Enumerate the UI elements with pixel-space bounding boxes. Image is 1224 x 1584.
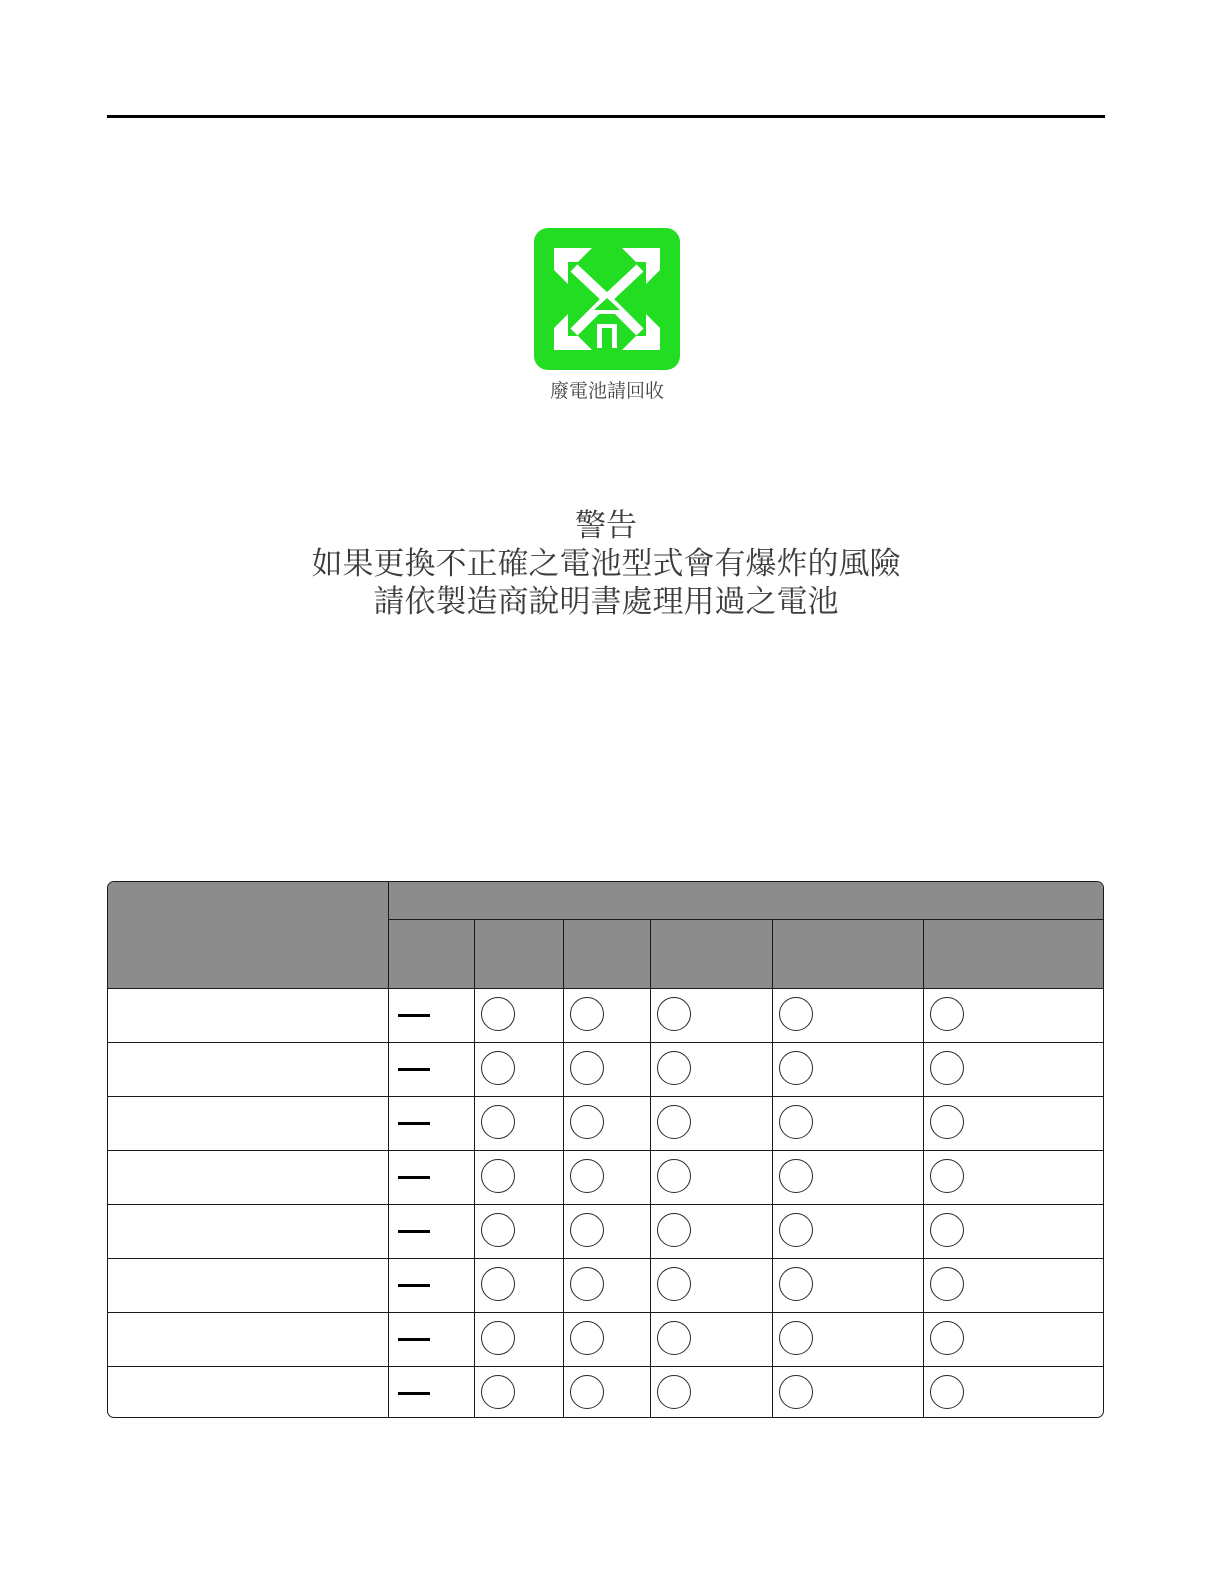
dash-mark-icon — [398, 1392, 430, 1395]
circle-mark-icon — [657, 997, 691, 1031]
circle-mark-icon — [930, 1105, 964, 1139]
circle-mark-icon — [930, 1267, 964, 1301]
dash-mark-icon — [398, 1122, 430, 1125]
substance-cell — [923, 1150, 1104, 1204]
part-name-cell — [108, 1150, 388, 1204]
substance-cell — [650, 1204, 772, 1258]
substance-header-4 — [650, 919, 772, 988]
circle-mark-icon — [930, 1159, 964, 1193]
dash-mark-icon — [398, 1068, 430, 1071]
circle-mark-icon — [657, 1105, 691, 1139]
circle-mark-icon — [481, 1213, 515, 1247]
part-name-cell — [108, 1366, 388, 1418]
substance-header-1 — [388, 919, 474, 988]
substance-cell — [474, 1258, 563, 1312]
circle-mark-icon — [481, 1375, 515, 1409]
substance-cell — [923, 1204, 1104, 1258]
table-row — [108, 1204, 1104, 1258]
table-row — [108, 1312, 1104, 1366]
circle-mark-icon — [779, 1213, 813, 1247]
dash-mark-icon — [398, 1230, 430, 1233]
substance-cell — [388, 1204, 474, 1258]
part-name-cell — [108, 1258, 388, 1312]
substance-cell — [772, 1312, 923, 1366]
substance-cell — [563, 1150, 650, 1204]
substance-cell — [388, 1096, 474, 1150]
substance-cell — [923, 988, 1104, 1042]
substance-cell — [650, 1258, 772, 1312]
substance-cell — [563, 1096, 650, 1150]
circle-mark-icon — [779, 1051, 813, 1085]
substance-cell — [772, 1150, 923, 1204]
substance-cell — [563, 1258, 650, 1312]
substance-cell — [772, 1366, 923, 1418]
table-row — [108, 1366, 1104, 1418]
substance-cell — [474, 988, 563, 1042]
circle-mark-icon — [657, 1267, 691, 1301]
substance-cell — [563, 1042, 650, 1096]
recycle-caption: 廢電池請回收 — [549, 380, 664, 402]
circle-mark-icon — [779, 1375, 813, 1409]
substance-cell — [388, 988, 474, 1042]
circle-mark-icon — [657, 1159, 691, 1193]
dash-mark-icon — [398, 1014, 430, 1017]
warning-line-disposal: 請依製造商說明書處理用過之電池 — [373, 584, 839, 620]
dash-mark-icon — [398, 1338, 430, 1341]
substance-cell — [388, 1150, 474, 1204]
part-name-cell — [108, 988, 388, 1042]
substance-cell — [474, 1096, 563, 1150]
circle-mark-icon — [481, 1267, 515, 1301]
circle-mark-icon — [779, 1159, 813, 1193]
part-name-header — [108, 882, 388, 988]
circle-mark-icon — [930, 1213, 964, 1247]
circle-mark-icon — [930, 1321, 964, 1355]
circle-mark-icon — [779, 1267, 813, 1301]
battery-recycle-icon — [534, 228, 680, 370]
substance-header-2 — [474, 919, 563, 988]
substance-cell — [474, 1366, 563, 1418]
substance-cell — [923, 1042, 1104, 1096]
substance-cell — [650, 1366, 772, 1418]
circle-mark-icon — [779, 1105, 813, 1139]
substance-cell — [388, 1312, 474, 1366]
substance-cell — [474, 1204, 563, 1258]
circle-mark-icon — [657, 1321, 691, 1355]
substances-group-header — [388, 882, 1104, 919]
circle-mark-icon — [657, 1375, 691, 1409]
substance-cell — [650, 1150, 772, 1204]
circle-mark-icon — [930, 997, 964, 1031]
substance-cell — [650, 1312, 772, 1366]
warning-title: 警告 — [575, 508, 637, 544]
substance-cell — [650, 988, 772, 1042]
substance-cell — [474, 1042, 563, 1096]
substance-cell — [650, 1096, 772, 1150]
substance-cell — [563, 1366, 650, 1418]
table-body — [108, 988, 1104, 1418]
part-name-cell — [108, 1042, 388, 1096]
substance-cell — [563, 1312, 650, 1366]
substance-cell — [923, 1258, 1104, 1312]
circle-mark-icon — [930, 1375, 964, 1409]
circle-mark-icon — [481, 1105, 515, 1139]
substance-cell — [474, 1312, 563, 1366]
substance-cell — [923, 1366, 1104, 1418]
hazardous-substances-table — [107, 881, 1104, 1418]
substance-cell — [388, 1042, 474, 1096]
warning-line-explosion: 如果更換不正確之電池型式會有爆炸的風險 — [311, 546, 901, 582]
substance-cell — [923, 1312, 1104, 1366]
circle-mark-icon — [657, 1213, 691, 1247]
part-name-cell — [108, 1096, 388, 1150]
top-rule — [107, 115, 1105, 118]
circle-mark-icon — [570, 1213, 604, 1247]
substance-cell — [772, 1204, 923, 1258]
circle-mark-icon — [570, 1267, 604, 1301]
dash-mark-icon — [398, 1176, 430, 1179]
circle-mark-icon — [570, 1375, 604, 1409]
table-row — [108, 988, 1104, 1042]
circle-mark-icon — [779, 1321, 813, 1355]
table-row — [108, 1150, 1104, 1204]
substance-cell — [474, 1150, 563, 1204]
substance-cell — [563, 988, 650, 1042]
circle-mark-icon — [481, 1321, 515, 1355]
part-name-cell — [108, 1312, 388, 1366]
substance-header-5 — [772, 919, 923, 988]
circle-mark-icon — [930, 1051, 964, 1085]
table-row — [108, 1258, 1104, 1312]
substances-table — [108, 882, 1104, 1418]
substance-cell — [650, 1042, 772, 1096]
substance-header-6 — [923, 919, 1104, 988]
circle-mark-icon — [481, 1159, 515, 1193]
substance-cell — [923, 1096, 1104, 1150]
circle-mark-icon — [570, 997, 604, 1031]
circle-mark-icon — [481, 1051, 515, 1085]
substance-cell — [772, 1042, 923, 1096]
circle-mark-icon — [657, 1051, 691, 1085]
table-row — [108, 1042, 1104, 1096]
circle-mark-icon — [570, 1321, 604, 1355]
recycle-symbol-svg — [534, 228, 680, 370]
substance-header-3 — [563, 919, 650, 988]
substance-cell — [388, 1258, 474, 1312]
part-name-cell — [108, 1204, 388, 1258]
circle-mark-icon — [779, 997, 813, 1031]
substance-cell — [772, 1258, 923, 1312]
dash-mark-icon — [398, 1284, 430, 1287]
substance-cell — [772, 988, 923, 1042]
substance-cell — [772, 1096, 923, 1150]
table-row — [108, 1096, 1104, 1150]
substance-cell — [563, 1204, 650, 1258]
circle-mark-icon — [570, 1105, 604, 1139]
circle-mark-icon — [481, 997, 515, 1031]
circle-mark-icon — [570, 1051, 604, 1085]
battery-warning — [200, 507, 1012, 621]
circle-mark-icon — [570, 1159, 604, 1193]
substance-cell — [388, 1366, 474, 1418]
